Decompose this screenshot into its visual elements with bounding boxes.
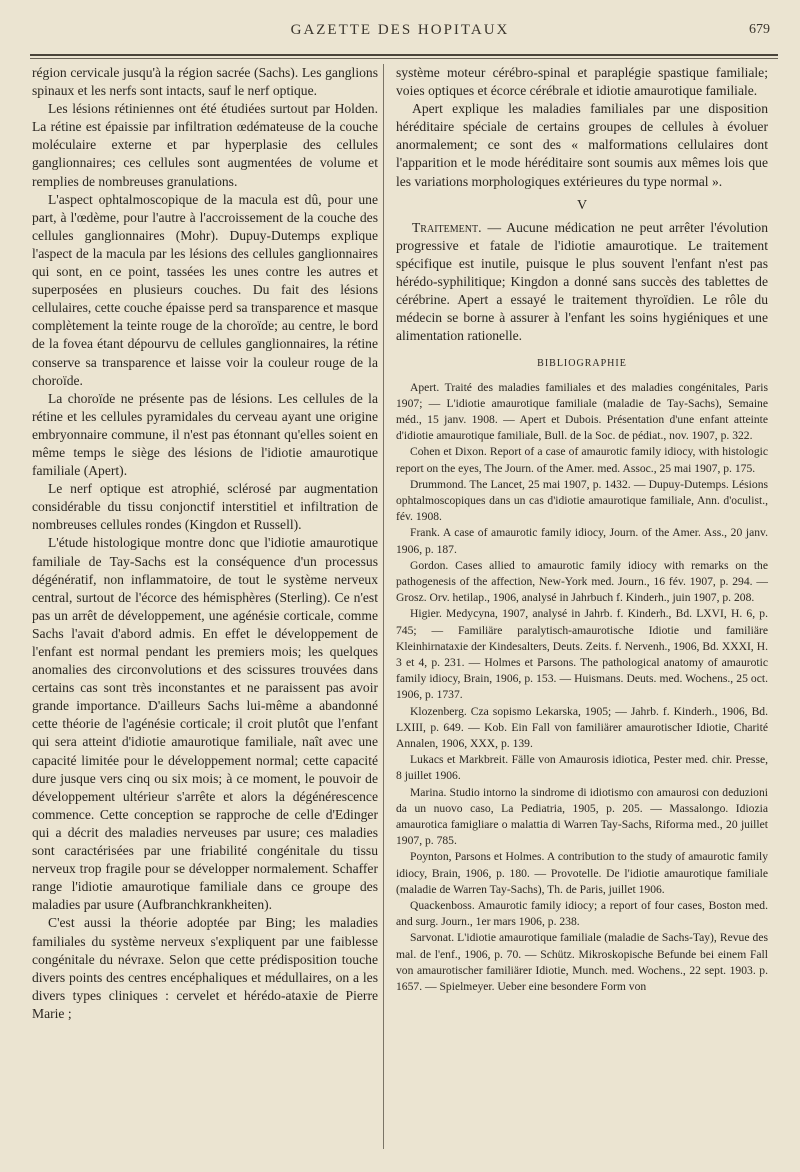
page-number: 679 [749, 22, 770, 37]
paragraph: Apert explique les maladies familiales par une disposition héréditaire spéciale de certains groupes de cellules à évoluer anormalement; ce sont des « malformations cellulaires dont l'apparition et le mode héréditaire sont soumis aux mêmes lois que les variations morphologiques extérieures du type normal ». [396, 101, 768, 189]
header-rule-thin [30, 58, 778, 59]
paragraph: région cervicale jusqu'à la région sacrée (Sachs). Les ganglions spinaux et les nerfs sont intacts, sauf le nerf optique. [32, 65, 378, 99]
page-header [20, 18, 780, 44]
journal-title: GAZETTE DES HOPITAUX [290, 22, 510, 38]
bib-entry: Marina. Studio intorno la sindrome di idiotismo con amaurosi con deduzioni da un nuovo caso, La Pediatria, 1905, p. 205. — Massalongo. Idiozia amaurotica famigliare o malattia di Warren Tay-Sachs, Riforma med., 20 juillet 1907, p. 785. [396, 785, 768, 848]
paragraph: Le nerf optique est atrophié, sclérosé par augmentation considérable du tissu conjonctif interstitiel et infiltration de nombreuses cellules rondes (Kingdon et Russell). [32, 481, 378, 533]
bib-entry: Sarvonat. L'idiotie amaurotique familiale (maladie de Sachs-Tay), Revue des mal. de l'enf., 1906, p. 70. — Schütz. Mikroskopische Befunde bei einem Fall von amaurotischer familiärer Idiotie, Munch. med. Wochens., 22 sept. 1903. p. 1657. — Spielmeyer. Ueber eine besondere Form von [396, 931, 768, 994]
header-rule [30, 54, 778, 56]
bib-entry: Apert. Traité des maladies familiales et des maladies congénitales, Paris 1907; — L'idiotie amaurotique familiale (maladie de Tay-Sachs), Semaine méd., 15 janv. 1908. — Apert et Dubois. Présentation d'une enfant atteinte d'idiotie amaurotique familiale, Bull. de la Soc. de pédiat., nov. 1907, p. 322. [396, 380, 768, 443]
bibliography [396, 380, 768, 996]
bib-entry: Gordon. Cases allied to amaurotic family idiocy with remarks on the pathogenesis of the affection, New-York med. Journ., 16 fév. 1907, p. 294. — Grosz. Orv. hetilap., 1906, analysé in Jahrbuch f. Kinderh., juin 1907, p. 208. [396, 558, 768, 605]
bib-entry: Poynton, Parsons et Holmes. A contribution to the study of amaurotic family idiocy, Brain, 1906, p. 180. — Provotelle. De l'idiotie amaurotique familiale (maladie de Warren Tay-Sachs), Th. de Paris, juillet 1906. [396, 850, 768, 896]
column-divider [383, 64, 384, 1149]
paragraph: La choroïde ne présente pas de lésions. Les cellules de la rétine et les cellules pyramidales du cerveau ayant une origine embryonnaire commune, il n'est pas étonnant qu'elles soient en même temps le siège des lésions de l'idiotie amaurotique familiale (Apert). [32, 390, 378, 479]
paragraph: L'étude histologique montre donc que l'idiotie amaurotique familiale de Tay-Sachs est la conséquence d'un processus dégénératif, non inflammatoire, de tout le système nerveux central, surtout de l'écorce des hémisphères (Sterling). Ce n'est pas un arrêt de développement, une agénésie corticale, comme Sachs l'avait d'abord admis. En effet le développement de l'enfant est normal pendant les premiers mois; les quelques anomalies des circonvolutions et des scissures trouvées dans certains cas sont très inconstantes et ne paraissent pas avoir grande importance. D'ailleurs Sachs lui-même a abandonné cette théorie de l'agénésie corticale; il croit plutôt que l'enfant qui sera atteint d'idiotie amaurotique familiale, naît avec une capacité limitée pour le développement normal; cette capacité dure jusque vers cinq ou six mois; à ce moment, le pouvoir de développement ultérieur s'arrête et alors la dégénérescence commence. Cette conception se rapproche de celle d'Edinger qui a décrit des maladies nerveuses par usure; ces maladies sont caractérisées par une friabilité congénitale du tissu nerveux trop fragile pour se développer normalement. Schaffer range l'idiotie amaurotique familiale dans ce groupe des maladies par usure (Aufbranchkrankheiten). [32, 535, 378, 913]
traitement-heading: Traitement. [412, 219, 482, 235]
section-number: V [576, 197, 588, 213]
bib-entry: Cohen et Dixon. Report of a case of amaurotic family idiocy, with histologic report on the eyes, The Journ. of the Amer. med. Assoc., 25 mai 1907, p. 175. [396, 445, 768, 475]
bibliography-heading: BIBLIOGRAPHIE [537, 358, 627, 370]
paragraph: C'est aussi la théorie adoptée par Bing; les maladies familiales du système nerveux s'expliquent par une faiblesse congénitale du névraxe. Selon que cette prédisposition touche divers points des centres encéphaliques et médullaires, on a les divers types cliniques : cervelet et hérédo-ataxie de Pierre Marie ; [32, 915, 378, 1021]
paragraph: Les lésions rétiniennes ont été étudiées surtout par Holden. La rétine est épaissie par infiltration œdémateuse de la couche moléculaire externe et par hyperplasie des cellules ganglionnaires; ces cellules sont augmentées de volume et remplies de nombreuses granulations. [32, 101, 378, 189]
bib-entry: Quackenboss. Amaurotic family idiocy; a report of four cases, Boston med. and surg. Journ., 1er mars 1906, p. 238. [396, 899, 768, 929]
bib-entry: Klozenberg. Cza sopismo Lekarska, 1905; — Jahrb. f. Kinderh., 1906, Bd. LXIII, p. 649. — Kob. Ein Fall von familiärer amaurotischer Idiotie, Charité Annalen, 1906, XXX, p. 139. [396, 704, 768, 750]
bib-entry: Higier. Medycyna, 1907, analysé in Jahrb. f. Kinderh., Bd. LXVI, H. 6, p. 745; — Familiäre paralytisch-amaurotische Idiotie und familiäre Kleinhirnataxie der Kindesalters, Deuts. Zeits. f. Nervenh., 1906, Bd. XXXI, H. 3 et 4, p. 231. — Holmes et Parsons. The pathological anatomy of amaurotic family idiocy, Brain, 1906, p. 153. — Huismans. Deuts. med. Wochens., 25 oct. 1906, p. 1737. [396, 607, 768, 702]
bib-entry: Frank. A case of amaurotic family idiocy, Journ. of the Amer. Ass., 20 janv. 1906, p. 187. [396, 526, 768, 556]
traitement-paragraph [396, 219, 768, 346]
right-column [396, 64, 768, 995]
paragraph: L'aspect ophtalmoscopique de la macula est dû, pour une part, à l'œdème, pour l'autre à l'accroissement de la couche des cellules ganglionnaires (Mohr). Dupuy-Dutemps explique l'aspect de la macula par les lésions des cellules ganglionnaires qui sont, en ce point, tassées les unes contre les autres et superposées en plusieurs couches. Du fait des lésions cellulaires, cette couche épaisse perd sa transparence et masque complètement la teinte rouge de la choroïde; au centre, le bord de la fovea étant dépourvu de cellules ganglionnaires, la rétine conserve sa transparence et laisse voir la couleur rouge de la choroïde. [32, 191, 378, 388]
bib-entry: Drummond. The Lancet, 25 mai 1907, p. 1432. — Dupuy-Dutemps. Lésions ophtalmoscopiques dans un cas d'idiotie amaurotique familiale, Ann. d'oculist., fév. 1908. [396, 477, 768, 524]
left-column [32, 64, 378, 1023]
traitement-text: — Aucune médication ne peut arrêter l'évolution progressive et fatale de l'idiotie amaurotique. Le traitement spécifique est inutile, puisque le plus souvent l'enfant n'est pas hérédo-syphilitique; Kingdon a donné sans succès des tablettes de cérébrine. Apert a essayé le traitement thyroïdien. Le rôle du médecin se borne à assurer à l'enfant les soins hygiéniques et une alimentation rationelle. [396, 219, 768, 344]
paragraph: système moteur cérébro-spinal et paraplégie spastique familiale; voies optiques et écorce cérébrale et idiotie amaurotique familiale. [396, 65, 768, 99]
bib-entry: Lukacs et Markbreit. Fälle von Amaurosis idiotica, Pester med. chir. Presse, 8 juillet 1906. [396, 753, 768, 783]
